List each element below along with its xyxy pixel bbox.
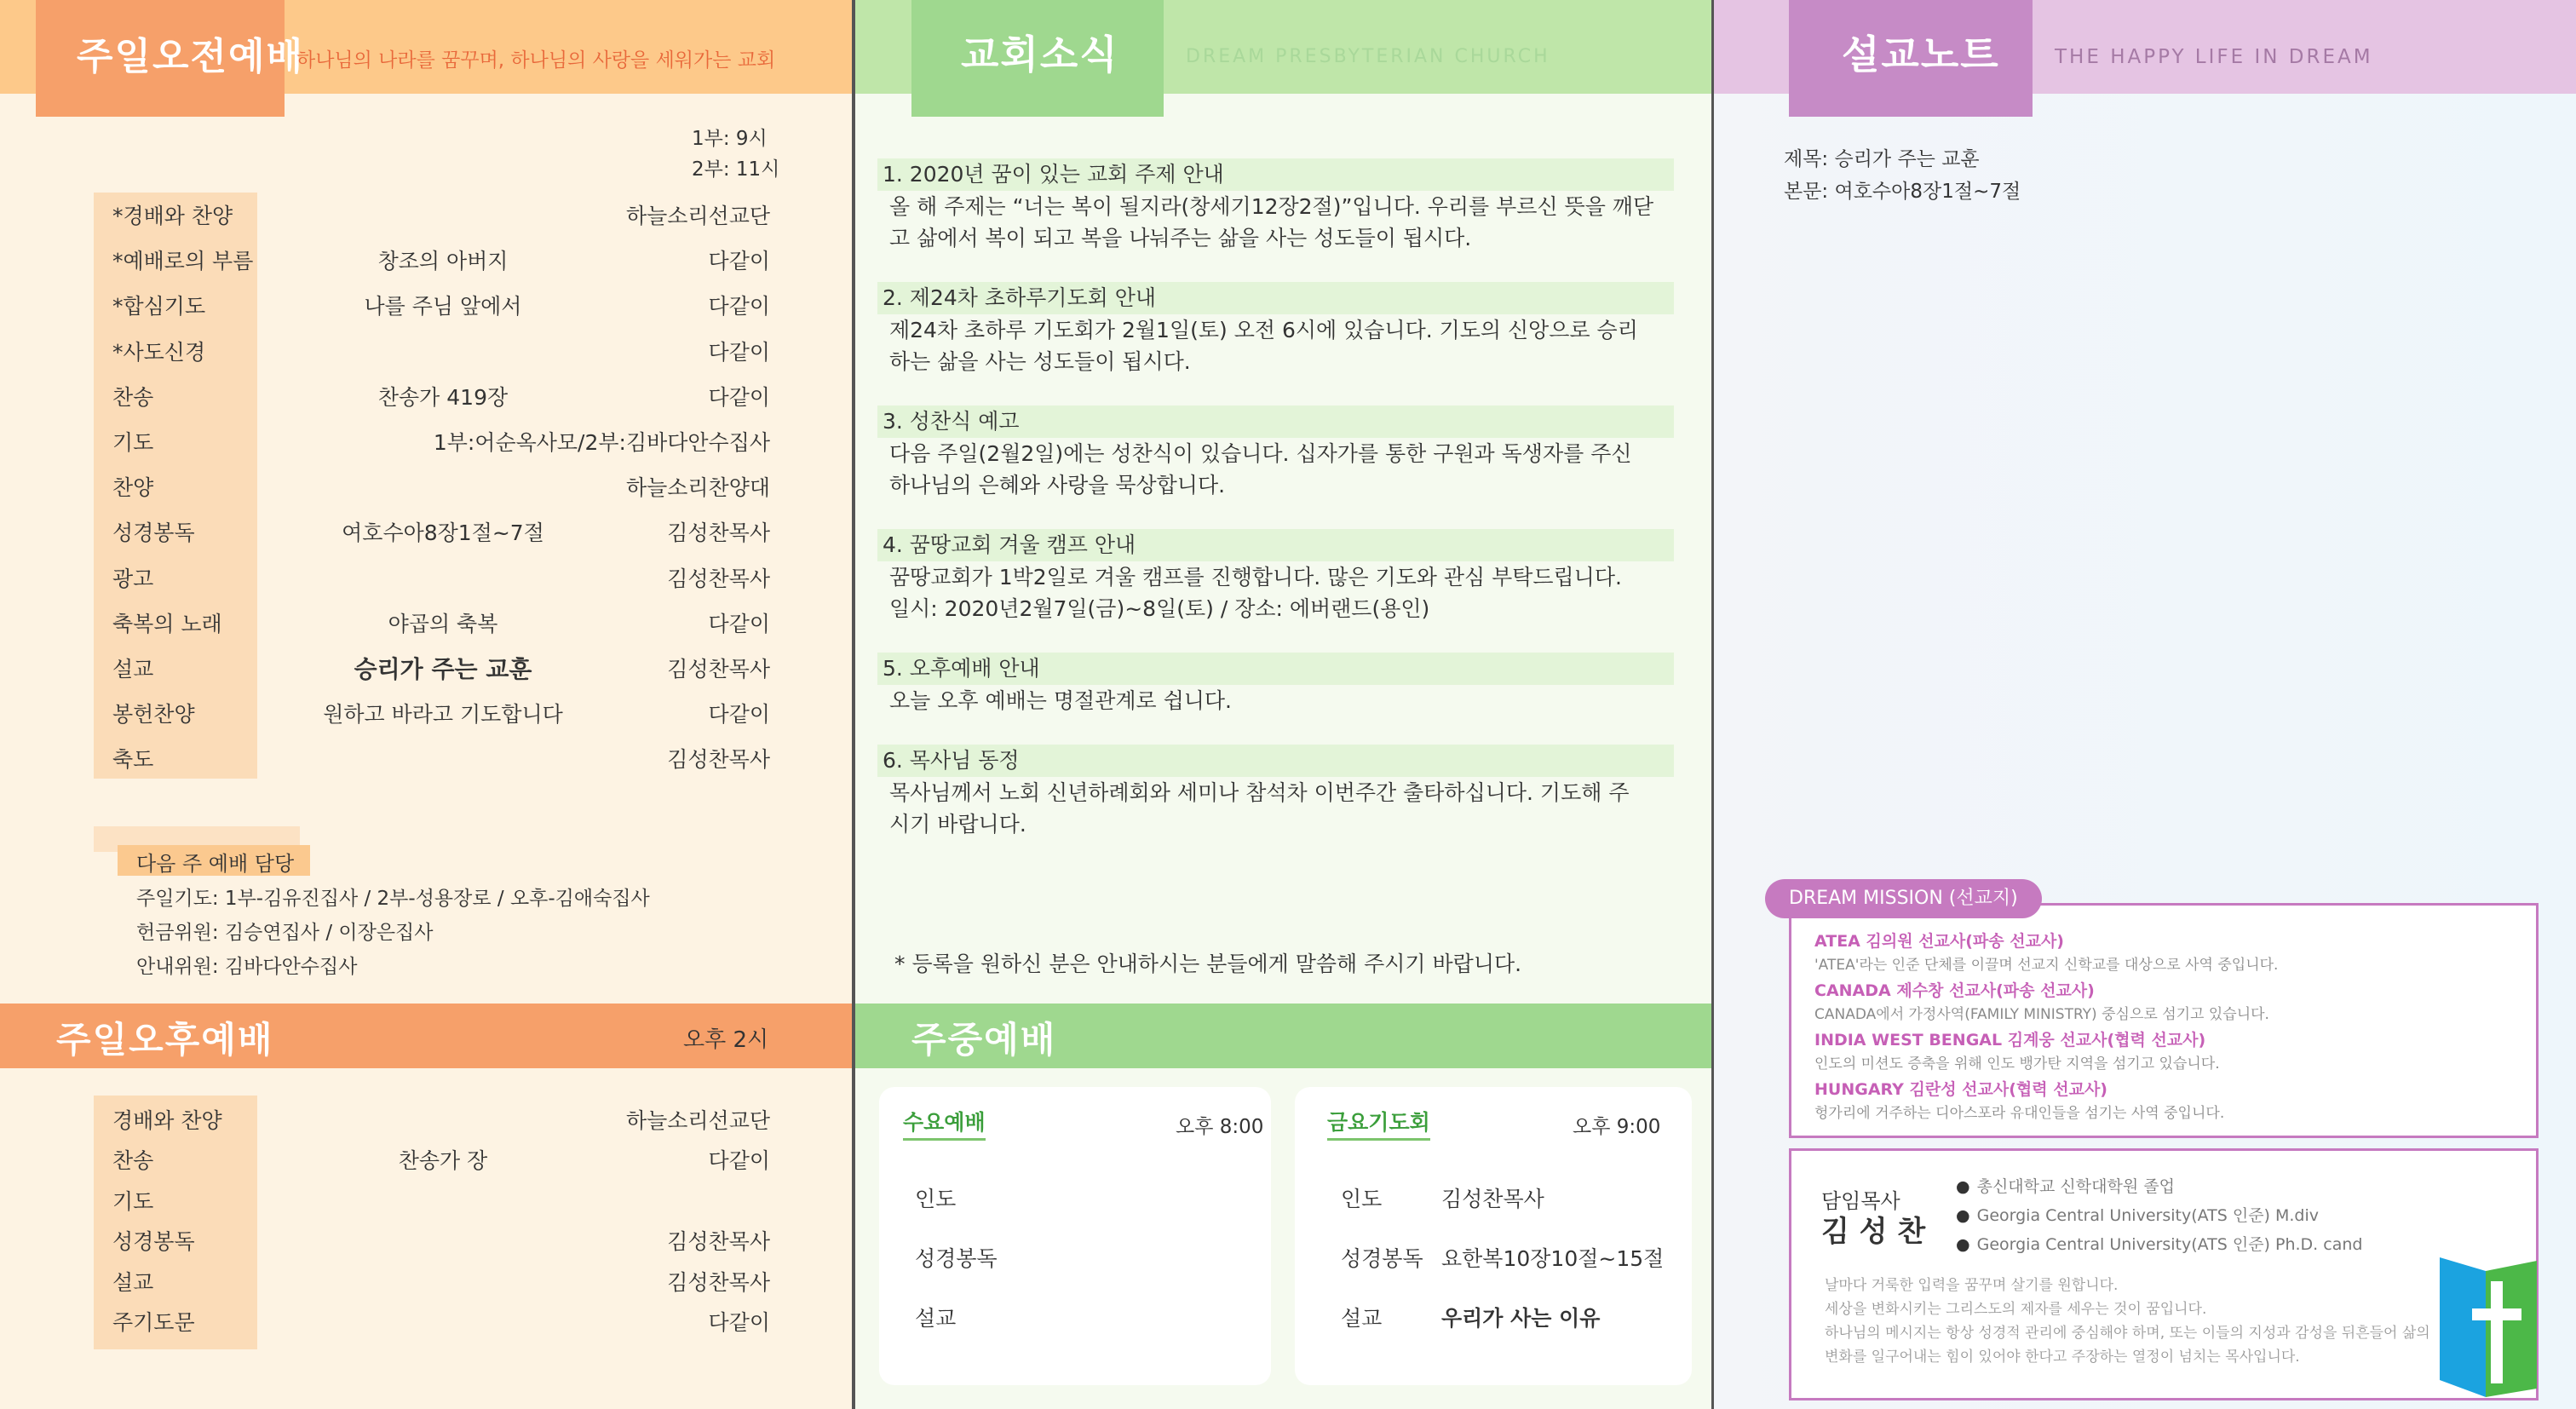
news-item-body: 다음 주일(2월2일)에는 성찬식이 있습니다. 십자가를 통한 구원과 독생자를 주신 하나님의 은혜와 사랑을 묵상합니다. xyxy=(889,441,1632,497)
order-leader: 다같이 xyxy=(708,1310,770,1335)
next-week-offering: 헌금위원: 김승연집사 / 이장은집사 xyxy=(136,922,434,944)
order-leader: 김성찬목사 xyxy=(667,747,770,773)
news-item-heading: 1. 2020년 꿈이 있는 교회 주제 안내 xyxy=(877,158,1674,191)
wednesday-row-label: 성경봉독 xyxy=(915,1246,998,1271)
mission-item-name: CANADA 제수창 선교사(파송 선교사) xyxy=(1814,981,2095,1000)
order-label: 찬송 xyxy=(112,1148,154,1174)
news-item-heading: 2. 제24차 초하루기도회 안내 xyxy=(877,282,1674,314)
mission-item-name: ATEA 김의원 선교사(파송 선교사) xyxy=(1814,932,2064,951)
order-row xyxy=(0,336,852,370)
church-motto: 하나님의 나라를 꿈꾸며, 하나님의 사랑을 세워가는 교회 xyxy=(296,49,776,72)
order-item: 야곱의 축복 xyxy=(388,611,498,636)
order-leader: 다같이 xyxy=(708,384,770,410)
order-leader: 김성찬목사 xyxy=(667,520,770,546)
order-row xyxy=(0,698,852,732)
order-row xyxy=(0,1306,852,1340)
sunday-worship-panel xyxy=(0,0,852,1409)
order-row xyxy=(0,653,852,687)
order-row xyxy=(0,471,852,505)
news-item-heading: 4. 꿈땅교회 겨울 캠프 안내 xyxy=(877,529,1674,561)
mission-title: DREAM MISSION (선교지) xyxy=(1765,879,2042,918)
mission-item-name: HUNGARY 김란성 선교사(협력 선교사) xyxy=(1814,1080,2107,1099)
wednesday-row-label: 인도 xyxy=(915,1187,957,1211)
order-leader: 하늘소리선교단 xyxy=(625,1108,770,1133)
order-leader: 다같이 xyxy=(708,1148,770,1174)
news-item-body: 꿈땅교회가 1박2일로 겨울 캠프를 진행합니다. 많은 기도와 관심 부탁드립니다. 일시: 2020년2월7일(금)~8일(토) / 장소: 에버랜드(용인) xyxy=(889,565,1622,621)
order-label: 성경봉독 xyxy=(112,520,195,546)
friday-title: 금요기도회 xyxy=(1327,1106,1430,1141)
registration-note: * 등록을 원하신 분은 안내하시는 분들에게 말씀해 주시기 바랍니다. xyxy=(894,952,1522,976)
sermon-subtitle: THE HAPPY LIFE IN DREAM xyxy=(2055,46,2373,68)
service-time-1: 1부: 9시 xyxy=(692,128,768,150)
next-week-title: 다음 주 예배 담당 xyxy=(136,852,295,876)
pastor-bio-line: 하나님의 메시지는 항상 성경적 관리에 중심해야 하며, 또는 이들의 지성과 감성을 뒤흔들어 삶의 xyxy=(1825,1325,2430,1342)
order-row xyxy=(0,290,852,324)
church-cross-logo-icon xyxy=(2435,1252,2542,1397)
order-label: 주기도문 xyxy=(112,1310,195,1335)
order-leader: 다같이 xyxy=(708,702,770,728)
order-label: 봉헌찬양 xyxy=(112,702,195,728)
order-item: 나를 주님 앞에서 xyxy=(364,294,522,319)
order-label: 찬양 xyxy=(112,475,154,501)
order-row xyxy=(0,199,852,233)
news-title: 교회소식 xyxy=(961,32,1119,78)
pastor-name: 김 성 찬 xyxy=(1821,1215,1926,1249)
order-label: *합심기도 xyxy=(112,294,206,319)
order-row xyxy=(0,381,852,415)
pastor-bio-line: 날마다 거룩한 입력을 꿈꾸며 살기를 원합니다. xyxy=(1825,1277,2119,1294)
order-row xyxy=(0,607,852,641)
wednesday-title: 수요예배 xyxy=(903,1106,986,1141)
wednesday-time: 오후 8:00 xyxy=(1176,1116,1264,1138)
afternoon-time: 오후 2시 xyxy=(683,1027,769,1053)
order-label: *경배와 찬양 xyxy=(112,204,233,228)
friday-row-value: 요한복10장10절~15절 xyxy=(1441,1246,1665,1271)
order-item: 원하고 바라고 기도합니다 xyxy=(323,702,563,728)
order-row xyxy=(0,743,852,777)
pastor-credential: ● Georgia Central University(ATS 인준) Ph.D. cand xyxy=(1956,1232,2362,1255)
news-item-body: 목사님께서 노회 신년하례회와 세미나 참석차 이번주간 출타하십니다. 기도해 주 시기 바랍니다. xyxy=(889,780,1630,837)
news-item-heading: 3. 성찬식 예고 xyxy=(877,405,1674,438)
order-row xyxy=(0,1185,852,1219)
sermon-text: 본문: 여호수아8장1절~7절 xyxy=(1784,181,2021,203)
wednesday-row-label: 설교 xyxy=(915,1306,957,1331)
order-leader: 김성찬목사 xyxy=(667,1229,770,1255)
pastor-role: 담임목사 xyxy=(1821,1189,1900,1213)
order-label: 설교 xyxy=(112,657,154,681)
afternoon-title: 주일오후예배 xyxy=(56,1019,274,1061)
news-item-body: 올 해 주제는 “너는 복이 될지라(창세기12장2절)”입니다. 우리를 부르신 뜻을 깨닫 고 삶에서 복이 되고 복을 나눠주는 삶을 사는 성도들이 됩시다. xyxy=(889,194,1654,250)
mission-item-desc: CANADA에서 가정사역(FAMILY MINISTRY) 중심으로 섬기고 있습니다. xyxy=(1814,1006,2269,1023)
friday-row-label: 인도 xyxy=(1341,1187,1383,1211)
order-label: *예배로의 부름 xyxy=(112,249,254,274)
friday-row-value: 김성찬목사 xyxy=(1441,1187,1544,1211)
service-time-2: 2부: 11시 xyxy=(692,158,780,181)
order-row xyxy=(0,1266,852,1300)
order-label: 성경봉독 xyxy=(112,1229,195,1255)
order-item: 찬송가 419장 xyxy=(377,384,509,410)
order-label: 기도 xyxy=(112,1188,154,1214)
order-leader: 다같이 xyxy=(708,339,770,365)
midweek-title: 주중예배 xyxy=(911,1019,1057,1061)
news-item-heading: 5. 오후예배 안내 xyxy=(877,653,1674,685)
news-subtitle: DREAM PRESBYTERIAN CHURCH xyxy=(1186,46,1550,67)
pastor-bio-line: 변화를 일구어내는 힘이 있어야 한다고 주장하는 열정이 넘치는 목사입니다. xyxy=(1825,1349,2300,1366)
sermon-title: 설교노트 xyxy=(1842,32,2000,78)
mission-item-desc: 헝가리에 거주하는 디아스포라 유대인들을 섬기는 사역 중입니다. xyxy=(1814,1105,2225,1122)
morning-title: 주일오전예배 xyxy=(77,35,305,78)
pastor-credential: ● Georgia Central University(ATS 인준) M.div xyxy=(1956,1203,2319,1226)
news-item-body: 오늘 오후 예배는 명절관계로 쉽니다. xyxy=(889,688,1232,713)
friday-row-label: 성경봉독 xyxy=(1341,1246,1423,1271)
order-leader: 다같이 xyxy=(708,249,770,274)
order-row xyxy=(0,1104,852,1138)
order-item: 승리가 주는 교훈 xyxy=(354,655,532,683)
order-row xyxy=(0,244,852,279)
order-leader: 김성찬목사 xyxy=(667,657,770,681)
mission-item-desc: 인도의 미션도 증축을 위해 인도 뱅가탄 지역을 섬기고 있습니다. xyxy=(1814,1055,2220,1073)
friday-prayer-card xyxy=(1295,1087,1692,1385)
sermon-topic: 제목: 승리가 주는 교훈 xyxy=(1784,148,1980,170)
next-week-prayer: 주일기도: 1부-김유진집사 / 2부-성용장로 / 오후-김애숙집사 xyxy=(136,888,650,910)
order-leader: 김성찬목사 xyxy=(667,1269,770,1295)
order-leader: 김성찬목사 xyxy=(667,566,770,591)
order-item: 창조의 아버지 xyxy=(377,249,509,274)
mission-item-desc: 'ATEA'라는 인준 단체를 이끌며 선교지 신학교를 대상으로 사역 중입니다. xyxy=(1814,957,2279,974)
mission-item-name: INDIA WEST BENGAL 김계웅 선교사(협력 선교사) xyxy=(1814,1031,2206,1050)
order-label: 축복의 노래 xyxy=(112,611,222,636)
friday-row-value: 우리가 사는 이유 xyxy=(1441,1306,1601,1331)
order-row xyxy=(0,426,852,460)
order-label: 찬송 xyxy=(112,384,154,410)
next-week-usher: 안내위원: 김바다안수집사 xyxy=(136,956,358,978)
news-item-body: 제24차 초하루 기도회가 2월1일(토) 오전 6시에 있습니다. 기도의 신앙으로 승리 하는 삶을 사는 성도들이 됩시다. xyxy=(889,318,1638,374)
order-label: 축도 xyxy=(112,747,154,773)
order-leader: 하늘소리선교단 xyxy=(625,204,770,228)
order-leader: 다같이 xyxy=(708,611,770,636)
order-label: 설교 xyxy=(112,1269,154,1295)
pastor-credential: ● 총신대학교 신학대학원 졸업 xyxy=(1956,1174,2175,1197)
wednesday-service-card xyxy=(879,1087,1271,1385)
order-row xyxy=(0,1144,852,1178)
order-item: 여호수아8장1절~7절 xyxy=(342,520,544,546)
order-label: 기도 xyxy=(112,430,154,455)
order-leader: 1부:어순옥사모/2부:김바다안수집사 xyxy=(433,430,770,455)
friday-time: 오후 9:00 xyxy=(1573,1116,1661,1138)
news-item-heading: 6. 목사님 동정 xyxy=(877,745,1674,777)
friday-row-label: 설교 xyxy=(1341,1306,1383,1331)
pastor-bio-line: 세상을 변화시키는 그리스도의 제자를 세우는 것이 꿈입니다. xyxy=(1825,1301,2207,1318)
order-row xyxy=(0,562,852,596)
order-row xyxy=(0,1225,852,1259)
order-row xyxy=(0,516,852,550)
order-leader: 하늘소리찬양대 xyxy=(625,475,770,501)
order-item: 찬송가 장 xyxy=(398,1148,488,1174)
order-leader: 다같이 xyxy=(708,294,770,319)
order-label: *사도신경 xyxy=(112,339,206,365)
order-label: 광고 xyxy=(112,566,154,591)
order-label: 경배와 찬양 xyxy=(112,1108,222,1133)
